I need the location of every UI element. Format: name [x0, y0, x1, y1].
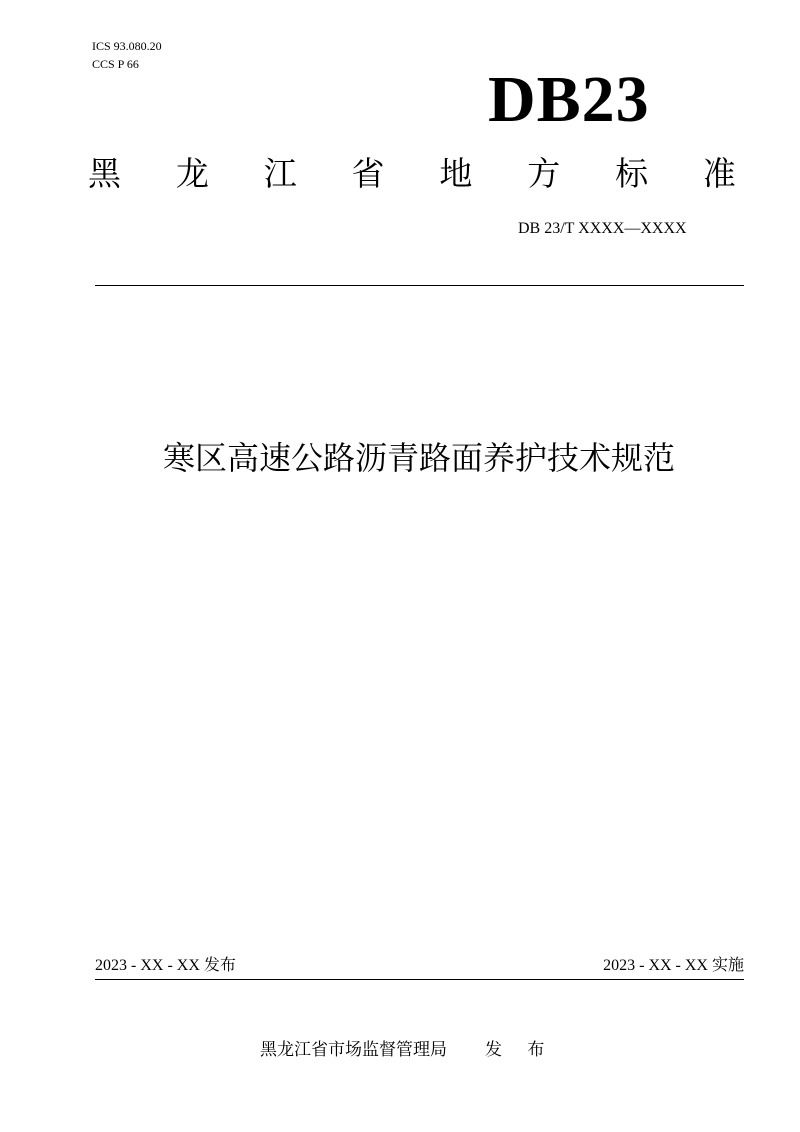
ccs-code: CCS P 66: [92, 57, 139, 71]
standard-type-char: 准: [702, 154, 736, 193]
standard-type-char: 省: [351, 154, 385, 193]
implementation-date: 2023 - XX - XX 实施: [603, 957, 744, 974]
standard-type-char: 龙: [175, 154, 209, 193]
issue-date: 2023 - XX - XX 发布: [95, 957, 236, 974]
standard-number: DB 23/T XXXX—XXXX: [518, 220, 687, 237]
issuer-action: 发 布: [485, 1039, 555, 1060]
header-divider: [95, 285, 744, 286]
document-title: 寒区高速公路沥青路面养护技术规范: [162, 439, 675, 477]
standard-type-char: 方: [527, 154, 561, 193]
ics-code: ICS 93.080.20: [92, 39, 162, 53]
standard-code-logo: DB23: [488, 63, 650, 136]
issuer-name: 黑龙江省市场监督管理局: [260, 1039, 447, 1060]
standard-type-char: 黑: [88, 154, 121, 193]
footer-divider: [95, 979, 744, 980]
issuer-line: [260, 1035, 554, 1059]
standard-type-char: 标: [615, 154, 649, 193]
standard-type-heading: [88, 152, 736, 196]
standard-type-char: 江: [263, 154, 297, 193]
standard-type-char: 地: [439, 154, 473, 193]
